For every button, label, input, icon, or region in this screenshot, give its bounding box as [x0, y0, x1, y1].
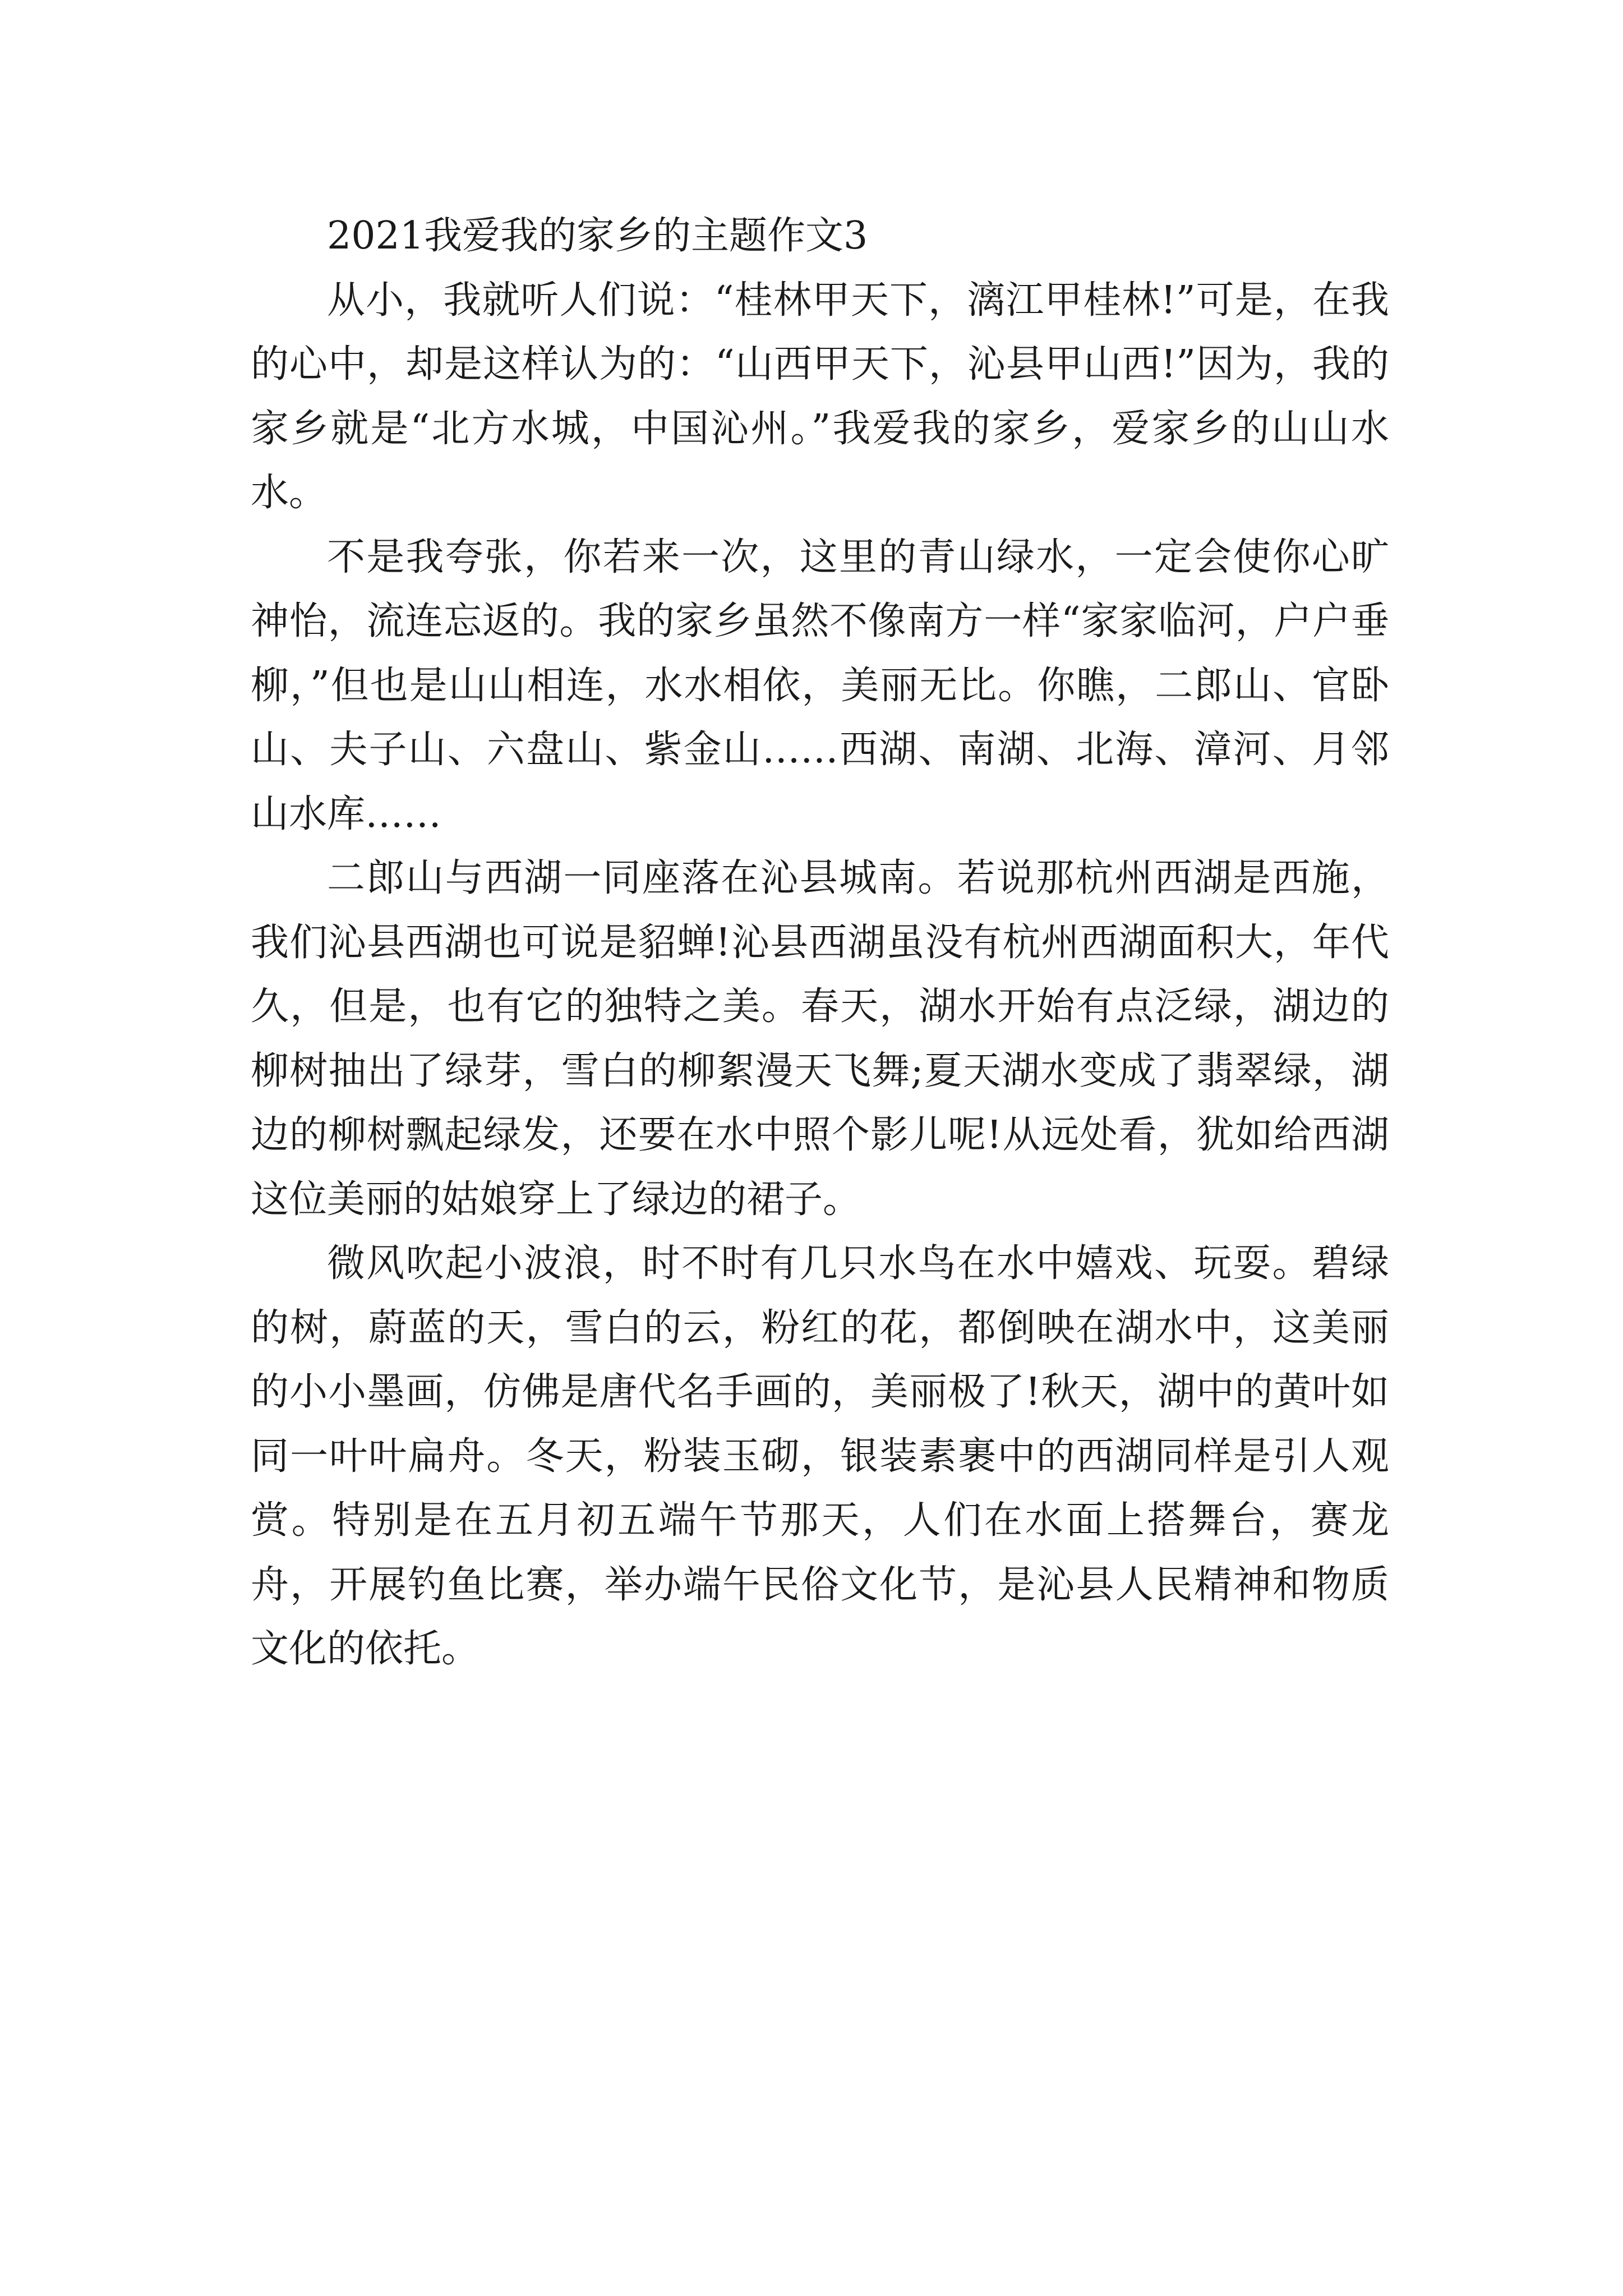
paragraph-4: 微风吹起小波浪，时不时有几只水鸟在水中嬉戏、玩耍。碧绿的树，蔚蓝的天，雪白的云，粉红的花，都倒映在湖水中，这美丽的小小墨画，仿佛是唐代名手画的，美丽极了!秋天，湖中的黄叶如同一叶叶扁舟。冬天，粉装玉砌，银装素裹中的西湖同样是引人观赏。特别是在五月初五端午节那天，人们在水面上搭舞台，赛龙舟，开展钓鱼比赛，举办端午民俗文化节，是沁县人民精神和物质文化的依托。 [251, 1241, 1389, 1671]
article-title: 2021我爱我的家乡的主题作文3 [327, 214, 868, 258]
paragraph-3: 二郎山与西湖一同座落在沁县城南。若说那杭州西湖是西施，我们沁县西湖也可说是貂蝉!沁县西湖虽没有杭州西湖面积大，年代久，但是，也有它的独特之美。春天，湖水开始有点泛绿，湖边的柳树抽出了绿芽，雪白的柳絮漫天飞舞;夏天湖水变成了翡翠绿，湖边的柳树飘起绿发，还要在水中照个影儿呢!从远处看，犹如给西湖这位美丽的姑娘穿上了绿边的裙子。 [251, 856, 1389, 1222]
paragraph-2: 不是我夸张，你若来一次，这里的青山绿水，一定会使你心旷神怡，流连忘返的。我的家乡虽然不像南方一样“家家临河，户户垂柳，”但也是山山相连，水水相依，美丽无比。你瞧，二郎山、官卧山、夫子山、六盘山、紫金山……西湖、南湖、北海、漳河、月邻山水库…… [251, 535, 1389, 836]
article-body [251, 204, 1389, 1682]
paragraph-1: 从小，我就听人们说：“桂林甲天下，漓江甲桂林!”可是，在我的心中，却是这样认为的：“山西甲天下，沁县甲山西!”因为，我的家乡就是“北方水城，中国沁州。”我爱我的家乡，爱家乡的山山水水。 [251, 278, 1389, 515]
